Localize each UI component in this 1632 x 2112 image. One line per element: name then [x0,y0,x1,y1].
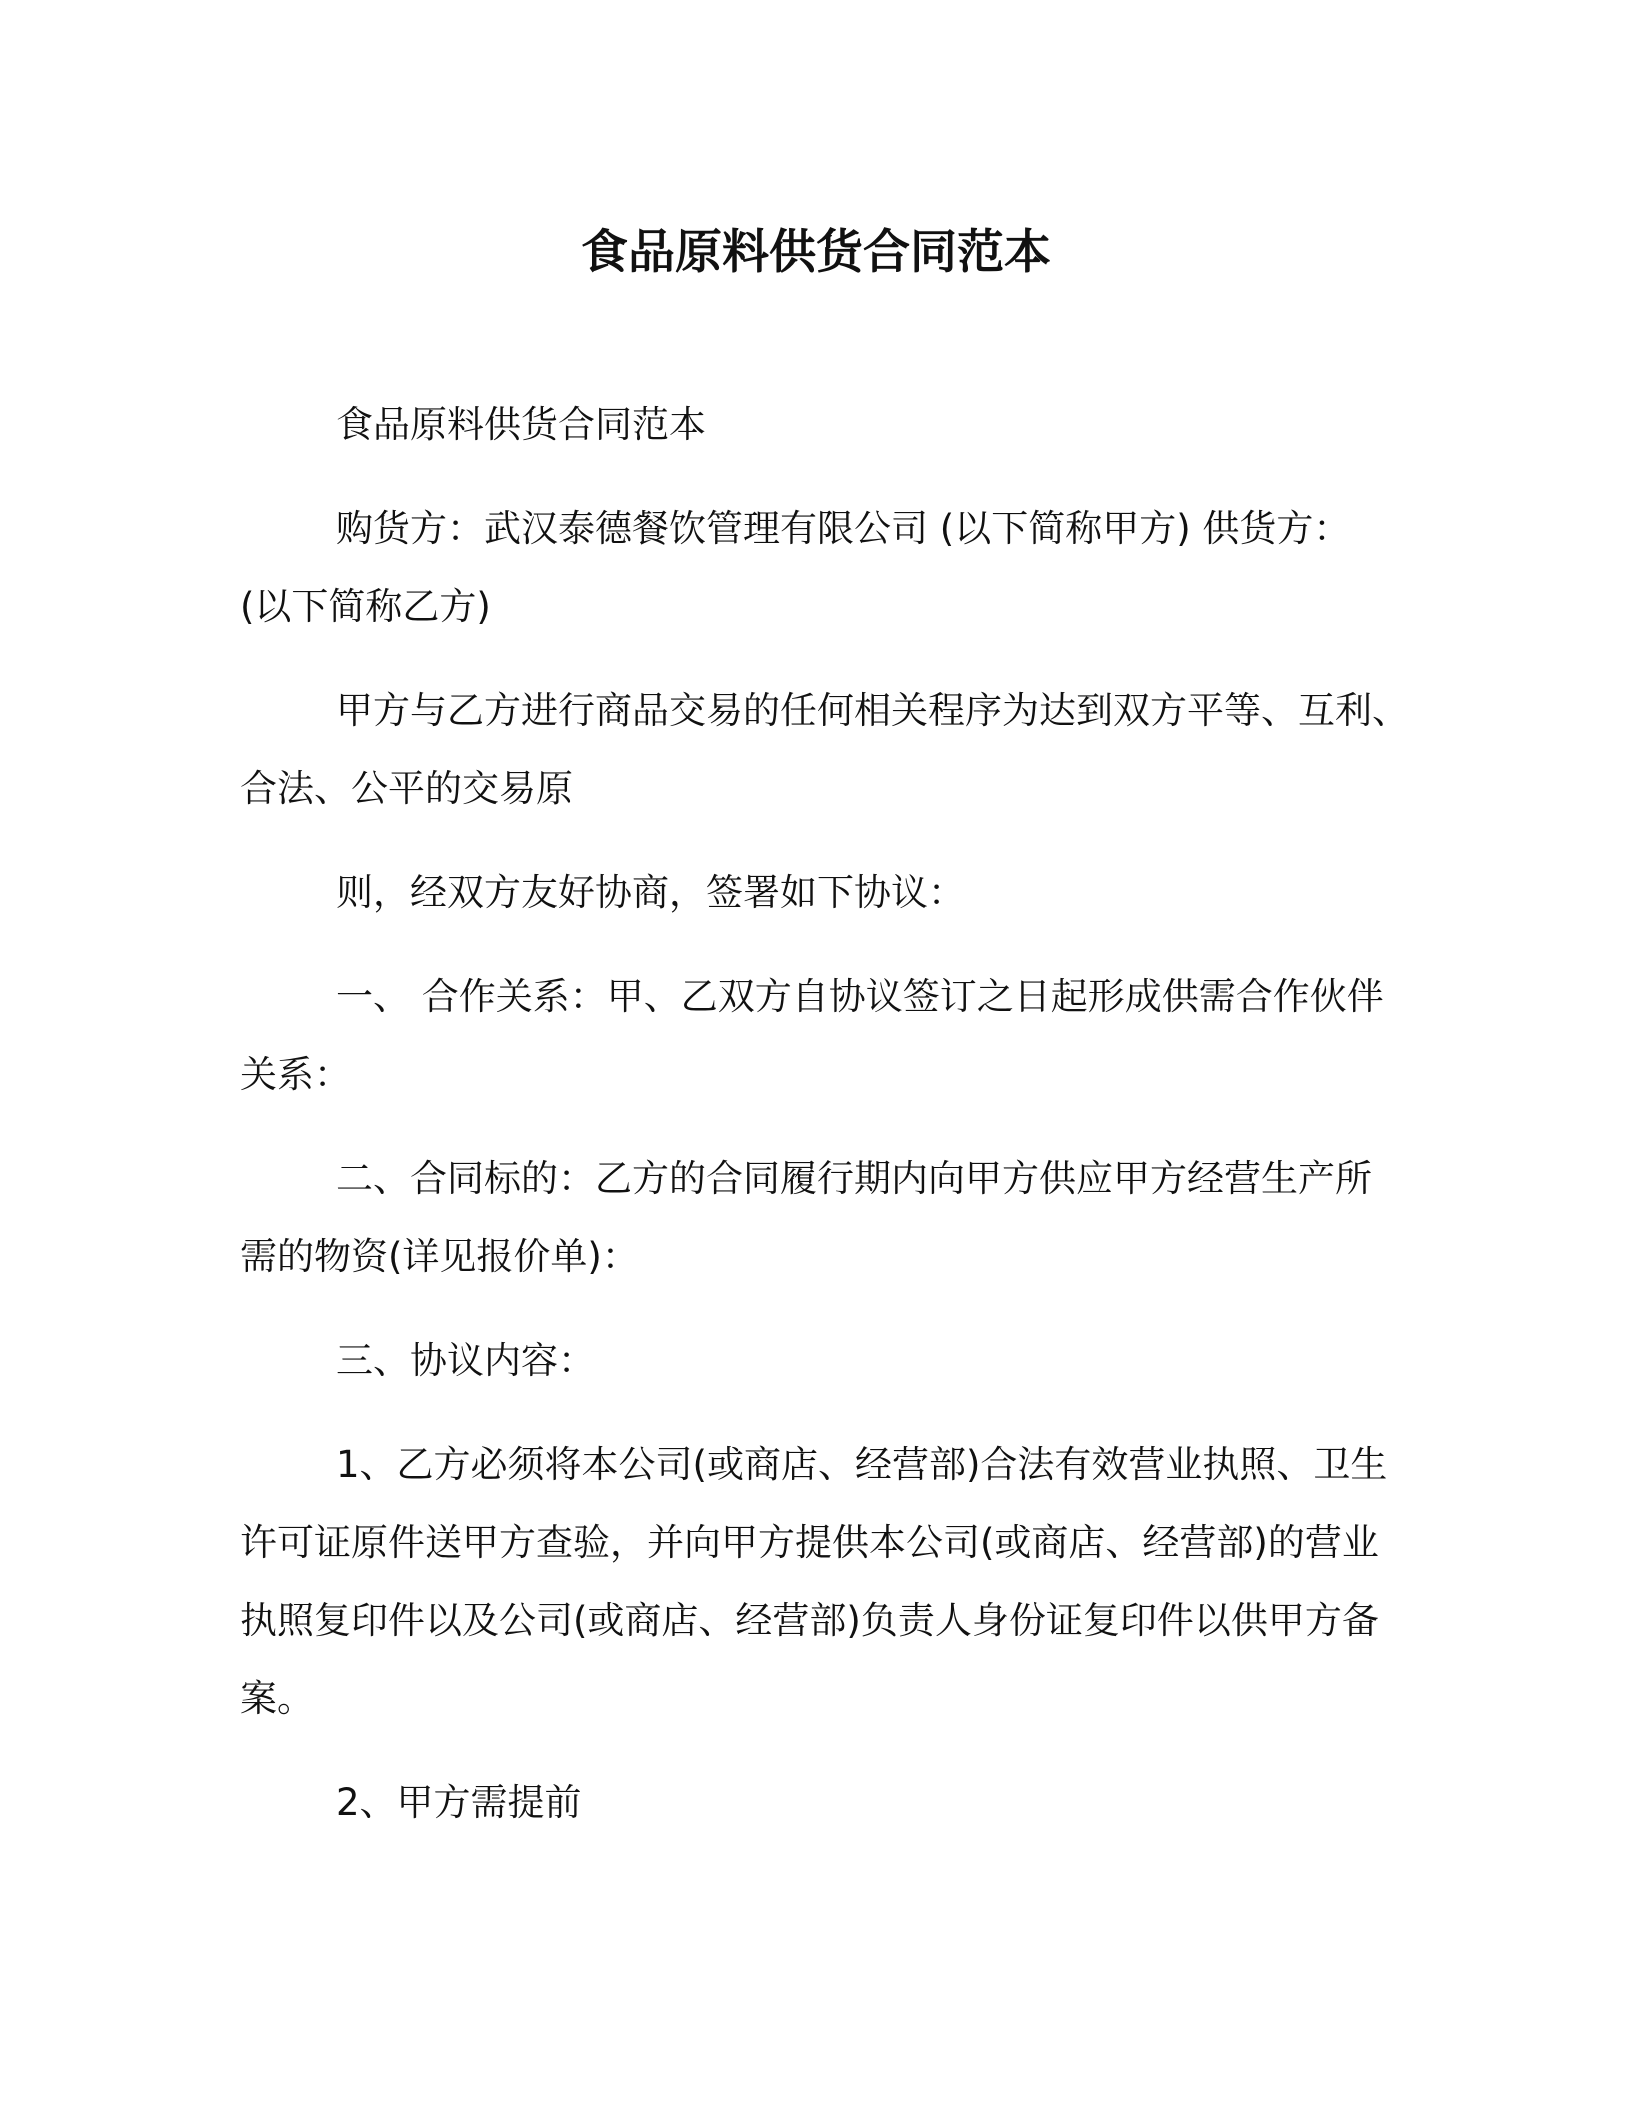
paragraph-clause-2 [240,1140,1416,1296]
paragraph-principle [240,672,1416,828]
text-line: (以下简称乙方) [240,585,491,628]
text-line: 许可证原件送甲方查验，并向甲方提供本公司(或商店、经营部)的营业 [240,1521,1379,1564]
document-body [240,386,1416,1868]
paragraph-agreement-intro [240,854,1416,932]
paragraph-clause-3 [240,1322,1416,1400]
paragraph-clause-1 [240,958,1416,1114]
paragraph-heading-repeat [240,386,1416,464]
paragraph-item-2 [240,1764,1416,1842]
text-line: 购货方：武汉泰德餐饮管理有限公司 (以下简称甲方) 供货方： [336,507,1351,550]
text-line: 一、 合作关系：甲、乙双方自协议签订之日起形成供需合作伙伴 [336,975,1384,1018]
text-line: 执照复印件以及公司(或商店、经营部)负责人身份证复印件以供甲方备 [240,1599,1379,1642]
paragraph-item-1 [240,1426,1416,1738]
text-line: 食品原料供货合同范本 [336,403,706,446]
paragraph-parties [240,490,1416,646]
document-title: 食品原料供货合同范本 [581,225,1051,280]
text-line: 关系： [240,1053,351,1096]
text-line: 需的物资(详见报价单)： [240,1235,639,1278]
text-line: 三、协议内容： [336,1339,595,1382]
text-line: 2、甲方需提前 [336,1781,582,1824]
text-line: 1、乙方必须将本公司(或商店、经营部)合法有效营业执照、卫生 [336,1443,1388,1486]
text-line: 合法、公平的交易原 [240,767,573,810]
text-line: 二、合同标的：乙方的合同履行期内向甲方供应甲方经营生产所 [336,1157,1372,1200]
text-line: 案。 [240,1677,314,1720]
text-line: 则，经双方友好协商，签署如下协议： [336,871,965,914]
text-line: 甲方与乙方进行商品交易的任何相关程序为达到双方平等、互利、 [336,689,1409,732]
